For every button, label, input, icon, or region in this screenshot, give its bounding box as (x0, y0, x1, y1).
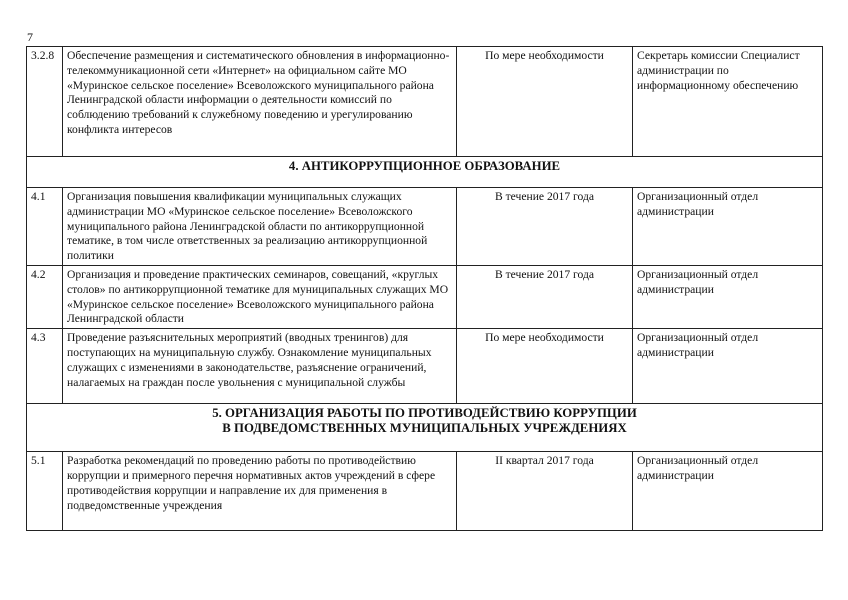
item-text: Проведение разъяснительных мероприятий (вводных тренингов) для поступающих на муниципальную службу. Ознакомление муниципальных служащих с изменениями в законодательстве, разъяснение ограничений, налагаемых на граждан после увольнения с муниципальной службы (63, 329, 457, 404)
item-number: 4.1 (27, 188, 63, 266)
item-text: Организация и проведение практических семинаров, совещаний, «круглых столов» по антикоррупционной тематике для муниципальных служащих МО «Муринское сельское поселение» Всеволожского муниципального района Ленинградской области (63, 265, 457, 328)
item-responsible: Организационный отдел администрации (633, 452, 823, 531)
item-responsible: Организационный отдел администрации (633, 329, 823, 404)
table-row (27, 452, 823, 531)
page-number: 7 (27, 30, 33, 44)
item-number: 4.3 (27, 329, 63, 404)
item-deadline: В течение 2017 года (457, 188, 633, 266)
table-row (27, 329, 823, 404)
item-number: 3.2.8 (27, 47, 63, 157)
table-row (27, 188, 823, 266)
section-header-row (27, 404, 823, 452)
item-responsible: Организационный отдел администрации (633, 265, 823, 328)
section-title-line: В ПОДВЕДОМСТВЕННЫХ МУНИЦИПАЛЬНЫХ УЧРЕЖДЕНИЯХ (222, 421, 627, 436)
table-row (27, 47, 823, 157)
item-number: 4.2 (27, 265, 63, 328)
item-deadline: По мере необходимости (457, 329, 633, 404)
item-text: Обеспечение размещения и систематического обновления в информационно-телекоммуникационной сети «Интернет» на официальном сайте МО «Муринское сельское поселение» Всеволожского муниципального района Ленинградской области информации о деятельности комиссий по соблюдению требований к служебному поведению и урегулированию конфликта интересов (63, 47, 457, 157)
section-header-row (27, 157, 823, 188)
item-deadline: В течение 2017 года (457, 265, 633, 328)
item-deadline: По мере необходимости (457, 47, 633, 157)
item-number: 5.1 (27, 452, 63, 531)
item-responsible: Секретарь комиссии Специалист администрации по информационному обеспечению (633, 47, 823, 157)
item-text: Организация повышения квалификации муниципальных служащих администрации МО «Муринское сельское поселение» Всеволожского муниципального района Ленинградской области по антикоррупционной тематике, в том числе ответственных за реализацию антикоррупционной политики (63, 188, 457, 266)
section-title (27, 404, 823, 452)
section-title-line: 4. АНТИКОРРУПЦИОННОЕ ОБРАЗОВАНИЕ (288, 159, 561, 173)
table-row (27, 265, 823, 328)
item-text: Разработка рекомендаций по проведению работы по противодействию коррупции и примерного перечня нормативных актов учреждений в сфере противодействия коррупции и направление их для применения в подведомственные учреждения (63, 452, 457, 531)
section-title-line: 5. ОРГАНИЗАЦИЯ РАБОТЫ ПО ПРОТИВОДЕЙСТВИЮ КОРРУПЦИИ (212, 406, 637, 421)
item-responsible: Организационный отдел администрации (633, 188, 823, 266)
section-title (27, 157, 823, 188)
plan-table (26, 46, 823, 531)
item-deadline: II квартал 2017 года (457, 452, 633, 531)
